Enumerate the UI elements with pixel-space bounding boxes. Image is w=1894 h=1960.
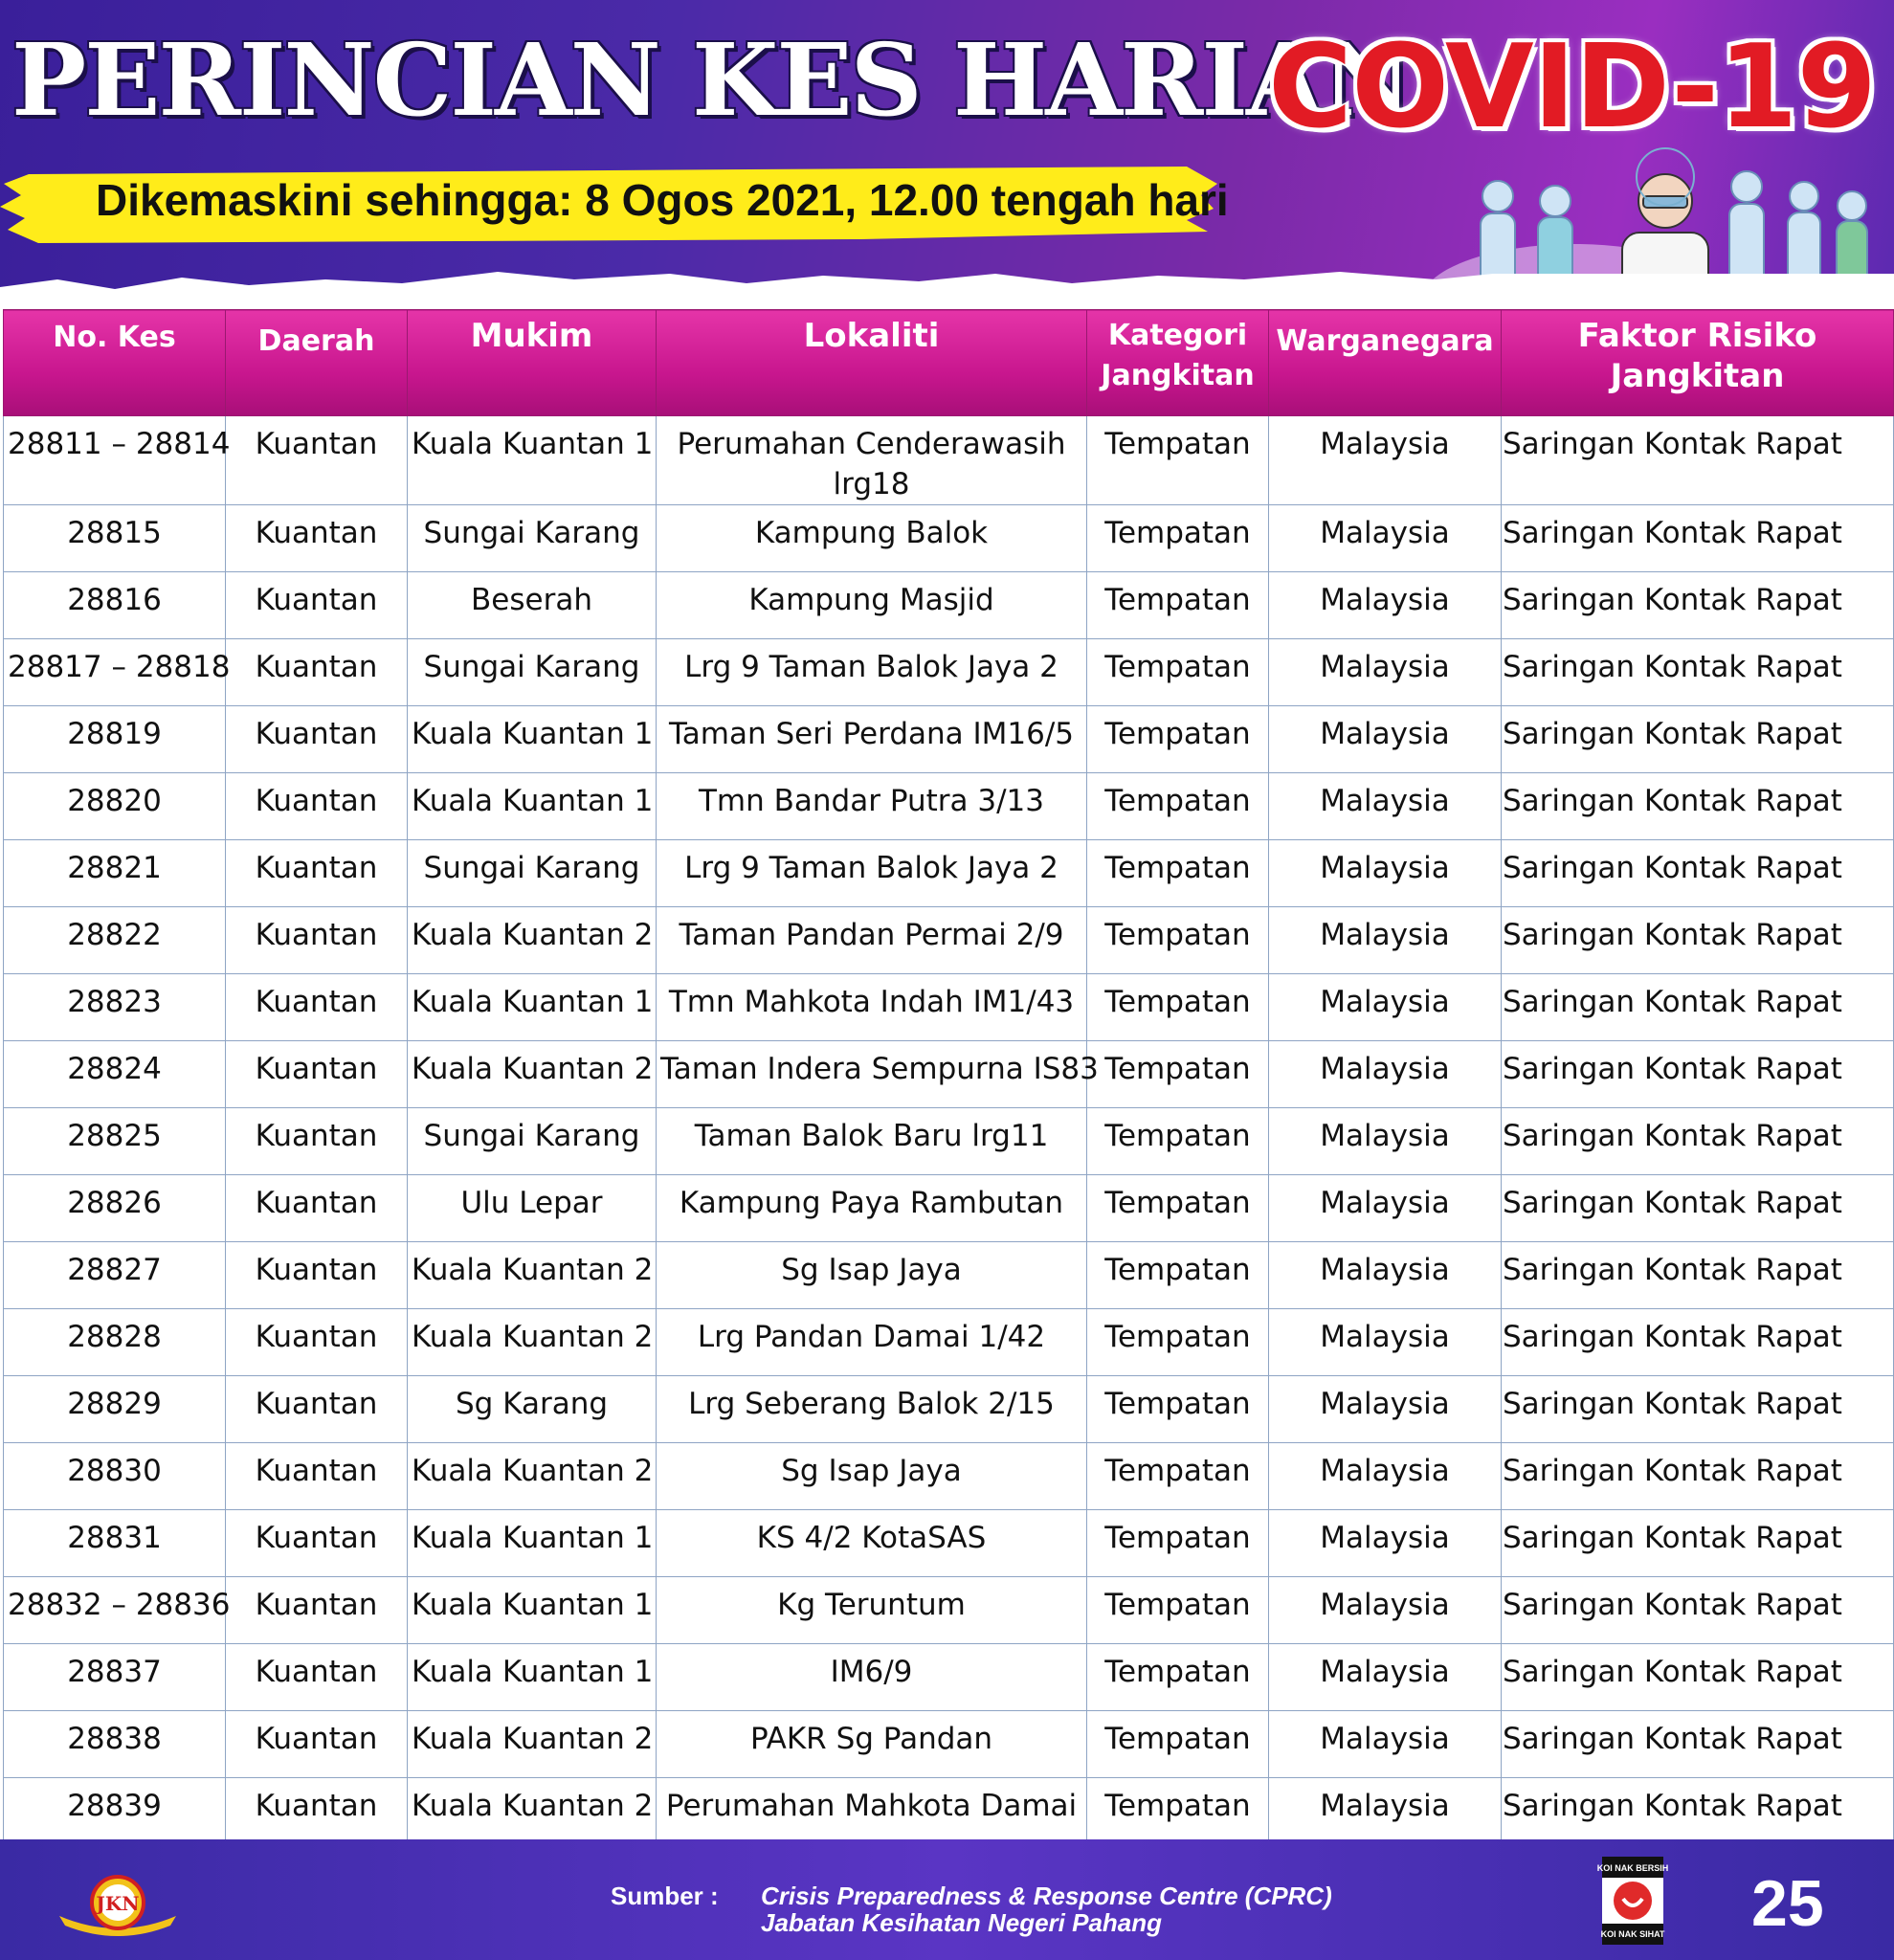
cell-faktor-risiko: Saringan Kontak Rapat	[1502, 1577, 1894, 1644]
cell-daerah: Kuantan	[226, 1778, 408, 1845]
cell-faktor-risiko: Saringan Kontak Rapat	[1502, 1108, 1894, 1175]
cell-no-kes: 28839	[4, 1778, 226, 1845]
table-row	[4, 1041, 1894, 1108]
cell-kategori: Tempatan	[1087, 1041, 1269, 1108]
cell-lokaliti: Tmn Mahkota Indah IM1/43	[657, 974, 1087, 1041]
cell-lokaliti: KS 4/2 KotaSAS	[657, 1510, 1087, 1577]
cell-warganegara: Malaysia	[1269, 773, 1502, 840]
cell-faktor-risiko: Saringan Kontak Rapat	[1502, 572, 1894, 639]
cell-kategori: Tempatan	[1087, 1577, 1269, 1644]
cell-daerah: Kuantan	[226, 639, 408, 706]
cell-daerah: Kuantan	[226, 840, 408, 907]
cell-warganegara: Malaysia	[1269, 974, 1502, 1041]
page-number: 25	[1751, 1867, 1824, 1940]
cell-lokaliti: Lrg 9 Taman Balok Jaya 2	[657, 639, 1087, 706]
cell-daerah: Kuantan	[226, 974, 408, 1041]
cell-no-kes: 28838	[4, 1711, 226, 1778]
footer-bar	[0, 1839, 1894, 1960]
cell-kategori: Tempatan	[1087, 1778, 1269, 1845]
cell-no-kes: 28830	[4, 1443, 226, 1510]
cell-faktor-risiko: Saringan Kontak Rapat	[1502, 840, 1894, 907]
page-title: PERINCIAN KES HARIAN	[11, 21, 1411, 139]
cell-faktor-risiko: Saringan Kontak Rapat	[1502, 1778, 1894, 1845]
cell-mukim: Kuala Kuantan 1	[408, 706, 657, 773]
cell-faktor-risiko: Saringan Kontak Rapat	[1502, 1041, 1894, 1108]
cell-mukim: Kuala Kuantan 1	[408, 974, 657, 1041]
cell-no-kes: 28828	[4, 1309, 226, 1376]
cell-faktor-risiko: Saringan Kontak Rapat	[1502, 974, 1894, 1041]
cell-warganegara: Malaysia	[1269, 1443, 1502, 1510]
cell-daerah: Kuantan	[226, 1108, 408, 1175]
cell-warganegara: Malaysia	[1269, 1175, 1502, 1242]
cell-daerah: Kuantan	[226, 505, 408, 572]
cell-faktor-risiko: Saringan Kontak Rapat	[1502, 773, 1894, 840]
cell-no-kes: 28824	[4, 1041, 226, 1108]
cell-daerah: Kuantan	[226, 1309, 408, 1376]
cell-kategori: Tempatan	[1087, 1644, 1269, 1711]
cell-mukim: Sungai Karang	[408, 639, 657, 706]
cell-mukim: Sungai Karang	[408, 1108, 657, 1175]
cell-kategori: Tempatan	[1087, 1242, 1269, 1309]
cell-kategori: Tempatan	[1087, 1108, 1269, 1175]
cell-kategori: Tempatan	[1087, 974, 1269, 1041]
source-line-2: Jabatan Kesihatan Negeri Pahang	[761, 1908, 1163, 1937]
cell-mukim: Kuala Kuantan 2	[408, 907, 657, 974]
table-row	[4, 639, 1894, 706]
cell-mukim: Kuala Kuantan 2	[408, 1778, 657, 1845]
cell-kategori: Tempatan	[1087, 1175, 1269, 1242]
cell-no-kes: 28822	[4, 907, 226, 974]
cell-warganegara: Malaysia	[1269, 1242, 1502, 1309]
cell-faktor-risiko: Saringan Kontak Rapat	[1502, 416, 1894, 505]
cell-lokaliti: Tmn Bandar Putra 3/13	[657, 773, 1087, 840]
cell-lokaliti: Taman Balok Baru lrg11	[657, 1108, 1087, 1175]
cell-faktor-risiko: Saringan Kontak Rapat	[1502, 1510, 1894, 1577]
cell-lokaliti: Kampung Masjid	[657, 572, 1087, 639]
cell-kategori: Tempatan	[1087, 1711, 1269, 1778]
cell-kategori: Tempatan	[1087, 1376, 1269, 1443]
cell-mukim: Kuala Kuantan 1	[408, 773, 657, 840]
cell-daerah: Kuantan	[226, 907, 408, 974]
cell-daerah: Kuantan	[226, 416, 408, 505]
cell-faktor-risiko: Saringan Kontak Rapat	[1502, 1309, 1894, 1376]
cell-lokaliti: Sg Isap Jaya	[657, 1242, 1087, 1309]
koi-logo-bottom-text: KOI NAK SIHAT	[1600, 1929, 1665, 1939]
cell-lokaliti: Sg Isap Jaya	[657, 1443, 1087, 1510]
cell-daerah: Kuantan	[226, 1175, 408, 1242]
table-row	[4, 1778, 1894, 1845]
header-mukim: Mukim	[408, 310, 657, 416]
table-row	[4, 572, 1894, 639]
table-row	[4, 1309, 1894, 1376]
table-row	[4, 1376, 1894, 1443]
table-row	[4, 505, 1894, 572]
source-line-1: Crisis Preparedness & Response Centre (CPRC)	[761, 1882, 1332, 1910]
cell-kategori: Tempatan	[1087, 1443, 1269, 1510]
table-row	[4, 1577, 1894, 1644]
cell-faktor-risiko: Saringan Kontak Rapat	[1502, 1175, 1894, 1242]
cell-lokaliti: Kampung Paya Rambutan	[657, 1175, 1087, 1242]
cell-warganegara: Malaysia	[1269, 907, 1502, 974]
cell-no-kes: 28823	[4, 974, 226, 1041]
cell-lokaliti: Taman Pandan Permai 2/9	[657, 907, 1087, 974]
cell-no-kes: 28826	[4, 1175, 226, 1242]
covid-title: COVID-19	[1268, 21, 1877, 154]
cell-daerah: Kuantan	[226, 1443, 408, 1510]
cell-lokaliti: Perumahan Cenderawasih lrg18	[657, 416, 1087, 505]
cell-no-kes: 28816	[4, 572, 226, 639]
cell-kategori: Tempatan	[1087, 907, 1269, 974]
header-no-kes: No. Kes	[4, 310, 226, 416]
cell-warganegara: Malaysia	[1269, 1309, 1502, 1376]
cell-warganegara: Malaysia	[1269, 706, 1502, 773]
case-table	[3, 309, 1894, 1845]
table-header-row	[4, 310, 1894, 416]
cell-faktor-risiko: Saringan Kontak Rapat	[1502, 907, 1894, 974]
header-faktor-risiko: Faktor Risiko Jangkitan	[1502, 310, 1894, 416]
cell-daerah: Kuantan	[226, 1510, 408, 1577]
table-row	[4, 1510, 1894, 1577]
cell-daerah: Kuantan	[226, 572, 408, 639]
cell-mukim: Kuala Kuantan 2	[408, 1242, 657, 1309]
koi-nak-bersih-logo-icon	[1596, 1857, 1669, 1945]
table-body	[4, 416, 1894, 1845]
cell-no-kes: 28815	[4, 505, 226, 572]
cell-faktor-risiko: Saringan Kontak Rapat	[1502, 1644, 1894, 1711]
cell-mukim: Sg Karang	[408, 1376, 657, 1443]
cell-kategori: Tempatan	[1087, 1309, 1269, 1376]
cell-faktor-risiko: Saringan Kontak Rapat	[1502, 706, 1894, 773]
cell-daerah: Kuantan	[226, 1577, 408, 1644]
cell-daerah: Kuantan	[226, 706, 408, 773]
cell-lokaliti: Taman Seri Perdana IM16/5	[657, 706, 1087, 773]
cell-no-kes: 28820	[4, 773, 226, 840]
cell-warganegara: Malaysia	[1269, 1711, 1502, 1778]
table-row	[4, 1644, 1894, 1711]
table-row	[4, 974, 1894, 1041]
cell-faktor-risiko: Saringan Kontak Rapat	[1502, 1443, 1894, 1510]
header-banner	[0, 0, 1894, 316]
cell-lokaliti: Lrg 9 Taman Balok Jaya 2	[657, 840, 1087, 907]
cell-daerah: Kuantan	[226, 1711, 408, 1778]
header-warganegara: Warganegara	[1269, 310, 1502, 416]
cell-faktor-risiko: Saringan Kontak Rapat	[1502, 505, 1894, 572]
cell-kategori: Tempatan	[1087, 840, 1269, 907]
cell-warganegara: Malaysia	[1269, 840, 1502, 907]
cell-warganegara: Malaysia	[1269, 416, 1502, 505]
cell-no-kes: 28832 – 28836	[4, 1577, 226, 1644]
cell-daerah: Kuantan	[226, 1376, 408, 1443]
cell-no-kes: 28827	[4, 1242, 226, 1309]
cell-no-kes: 28825	[4, 1108, 226, 1175]
cell-kategori: Tempatan	[1087, 773, 1269, 840]
cell-lokaliti: Kg Teruntum	[657, 1577, 1087, 1644]
cell-faktor-risiko: Saringan Kontak Rapat	[1502, 639, 1894, 706]
jkn-logo-text: JKN	[96, 1892, 140, 1915]
source-label: Sumber :	[611, 1882, 719, 1910]
case-table-container	[3, 309, 1893, 1845]
table-row	[4, 1242, 1894, 1309]
cell-mukim: Kuala Kuantan 2	[408, 1309, 657, 1376]
cell-kategori: Tempatan	[1087, 1510, 1269, 1577]
cell-daerah: Kuantan	[226, 1041, 408, 1108]
header-kategori-jangkitan: Kategori Jangkitan	[1087, 310, 1269, 416]
table-row	[4, 840, 1894, 907]
koi-logo-top-text: KOI NAK BERSIH	[1596, 1863, 1669, 1873]
cell-kategori: Tempatan	[1087, 706, 1269, 773]
cell-warganegara: Malaysia	[1269, 1041, 1502, 1108]
cell-kategori: Tempatan	[1087, 572, 1269, 639]
cell-mukim: Kuala Kuantan 2	[408, 1443, 657, 1510]
torn-paper-edge	[0, 251, 1894, 318]
cell-lokaliti: Taman Indera Sempurna IS83	[657, 1041, 1087, 1108]
cell-no-kes: 28819	[4, 706, 226, 773]
cell-mukim: Kuala Kuantan 2	[408, 1711, 657, 1778]
cell-lokaliti: Perumahan Mahkota Damai	[657, 1778, 1087, 1845]
cell-mukim: Beserah	[408, 572, 657, 639]
cell-mukim: Kuala Kuantan 1	[408, 416, 657, 505]
table-row	[4, 773, 1894, 840]
cell-mukim: Kuala Kuantan 1	[408, 1577, 657, 1644]
cell-lokaliti: Lrg Pandan Damai 1/42	[657, 1309, 1087, 1376]
cell-warganegara: Malaysia	[1269, 572, 1502, 639]
cell-lokaliti: IM6/9	[657, 1644, 1087, 1711]
cell-kategori: Tempatan	[1087, 639, 1269, 706]
cell-lokaliti: Lrg Seberang Balok 2/15	[657, 1376, 1087, 1443]
cell-mukim: Sungai Karang	[408, 840, 657, 907]
update-subtitle: Dikemaskini sehingga: 8 Ogos 2021, 12.00 tengah hari	[96, 175, 1229, 225]
cell-warganegara: Malaysia	[1269, 639, 1502, 706]
jkn-logo-icon	[56, 1870, 180, 1939]
cell-warganegara: Malaysia	[1269, 1108, 1502, 1175]
cell-no-kes: 28817 – 28818	[4, 639, 226, 706]
cell-no-kes: 28837	[4, 1644, 226, 1711]
cell-faktor-risiko: Saringan Kontak Rapat	[1502, 1242, 1894, 1309]
table-row	[4, 1108, 1894, 1175]
table-row	[4, 416, 1894, 505]
cell-lokaliti: Kampung Balok	[657, 505, 1087, 572]
header-daerah: Daerah	[226, 310, 408, 416]
cell-daerah: Kuantan	[226, 773, 408, 840]
cell-warganegara: Malaysia	[1269, 505, 1502, 572]
cell-warganegara: Malaysia	[1269, 1577, 1502, 1644]
cell-no-kes: 28821	[4, 840, 226, 907]
table-row	[4, 907, 1894, 974]
cell-mukim: Kuala Kuantan 2	[408, 1041, 657, 1108]
cell-warganegara: Malaysia	[1269, 1778, 1502, 1845]
cell-no-kes: 28831	[4, 1510, 226, 1577]
cell-mukim: Kuala Kuantan 1	[408, 1510, 657, 1577]
cell-warganegara: Malaysia	[1269, 1376, 1502, 1443]
cell-faktor-risiko: Saringan Kontak Rapat	[1502, 1376, 1894, 1443]
cell-no-kes: 28811 – 28814	[4, 416, 226, 505]
cell-kategori: Tempatan	[1087, 505, 1269, 572]
header-lokaliti: Lokaliti	[657, 310, 1087, 416]
cell-warganegara: Malaysia	[1269, 1510, 1502, 1577]
cell-mukim: Kuala Kuantan 1	[408, 1644, 657, 1711]
cell-warganegara: Malaysia	[1269, 1644, 1502, 1711]
cell-mukim: Sungai Karang	[408, 505, 657, 572]
cell-no-kes: 28829	[4, 1376, 226, 1443]
cell-lokaliti: PAKR Sg Pandan	[657, 1711, 1087, 1778]
cell-daerah: Kuantan	[226, 1644, 408, 1711]
table-row	[4, 1175, 1894, 1242]
cell-mukim: Ulu Lepar	[408, 1175, 657, 1242]
cell-daerah: Kuantan	[226, 1242, 408, 1309]
table-row	[4, 706, 1894, 773]
cell-kategori: Tempatan	[1087, 416, 1269, 505]
table-row	[4, 1443, 1894, 1510]
cell-faktor-risiko: Saringan Kontak Rapat	[1502, 1711, 1894, 1778]
table-row	[4, 1711, 1894, 1778]
